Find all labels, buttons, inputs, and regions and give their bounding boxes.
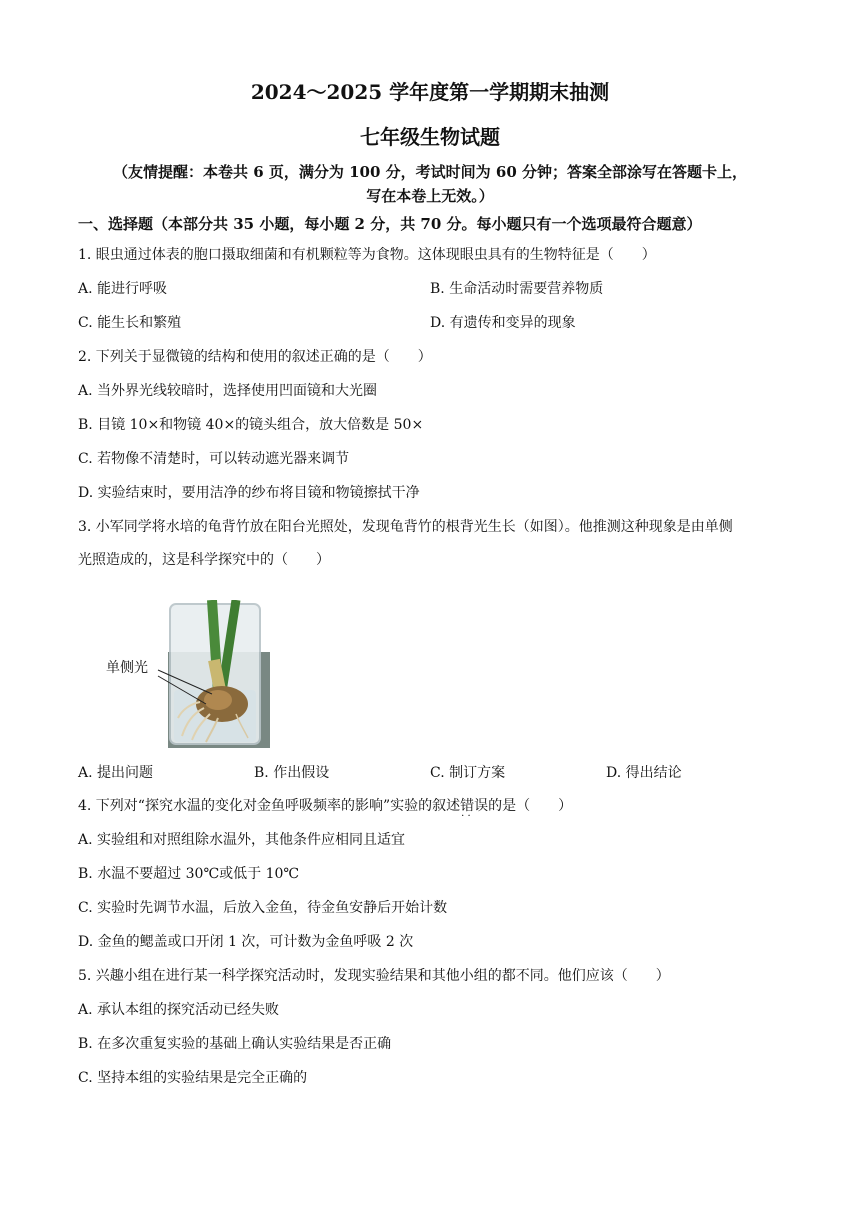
- q1-option-c: C. 能生长和繁殖: [78, 315, 182, 331]
- q4-stem-emphasis: 错误 · ·: [460, 798, 488, 814]
- q2-option-c: C. 若物像不清楚时，可以转动遮光器来调节: [78, 451, 350, 467]
- figure-label: 单侧光: [106, 660, 148, 676]
- plant-root-photo: [100, 600, 270, 748]
- q5-option-a: A. 承认本组的探究活动已经失败: [78, 1002, 280, 1018]
- q5-stem: 5. 兴趣小组在进行某一科学探究活动时，发现实验结果和其他小组的都不同。他们应该（ ）: [78, 968, 670, 984]
- q2-stem: 2. 下列关于显微镜的结构和使用的叙述正确的是（ ）: [78, 349, 432, 365]
- notice-line-1: （友情提醒：本卷共 6 页，满分为 100 分，考试时间为 60 分钟；答案全部涂写在答题卡上，: [113, 163, 747, 181]
- q4-option-a: A. 实验组和对照组除水温外，其他条件应相同且适宜: [78, 832, 406, 848]
- q2-option-d: D. 实验结束时，要用洁净的纱布将目镜和物镜擦拭干净: [78, 485, 420, 501]
- notice-line-2: 写在本卷上无效。）: [366, 187, 494, 205]
- q2-option-b: B. 目镜 10×和物镜 40×的镜头组合，放大倍数是 50×: [78, 417, 424, 433]
- q3-option-c: C. 制订方案: [430, 765, 506, 781]
- q4-stem-before: 4. 下列对“探究水温的变化对金鱼呼吸频率的影响”实验的叙述: [78, 798, 461, 814]
- q3-option-d: D. 得出结论: [606, 765, 682, 781]
- q4-stem-after: 的是（ ）: [488, 798, 573, 814]
- q1-option-b: B. 生命活动时需要营养物质: [430, 281, 604, 297]
- exam-subtitle: 七年级生物试题: [360, 125, 500, 149]
- q2-option-a: A. 当外界光线较暗时，选择使用凹面镜和大光圈: [78, 383, 378, 399]
- section-heading: 一、选择题（本部分共 35 小题，每小题 2 分，共 70 分。每小题只有一个选项最符合题意）: [78, 215, 702, 233]
- q5-option-b: B. 在多次重复实验的基础上确认实验结果是否正确: [78, 1036, 392, 1052]
- q3-stem-line-2: 光照造成的，这是科学探究中的（ ）: [78, 552, 330, 568]
- q1-option-d: D. 有遗传和变异的现象: [430, 315, 576, 331]
- q3-option-a: A. 提出问题: [78, 765, 154, 781]
- q1-option-a: A. 能进行呼吸: [78, 281, 168, 297]
- q4-option-b: B. 水温不要超过 30℃或低于 10℃: [78, 866, 300, 882]
- plant-in-glass-figure: [100, 600, 270, 748]
- q3-stem-line-1: 3. 小军同学将水培的龟背竹放在阳台光照处，发现龟背竹的根背光生长（如图）。他推测这种现象是由单侧: [78, 519, 733, 535]
- exam-title: 2024～2025 学年度第一学期期末抽测: [250, 80, 610, 104]
- q5-option-c: C. 坚持本组的实验结果是完全正确的: [78, 1070, 308, 1086]
- q1-stem: 1. 眼虫通过体表的胞口摄取细菌和有机颗粒等为食物。这体现眼虫具有的生物特征是（ ）: [78, 247, 656, 263]
- q3-option-b: B. 作出假设: [254, 765, 330, 781]
- exam-notice: [70, 160, 790, 208]
- q4-stem: [78, 795, 572, 815]
- q4-option-d: D. 金鱼的鳃盖或口开闭 1 次，可计数为金鱼呼吸 2 次: [78, 934, 414, 950]
- q4-option-c: C. 实验时先调节水温，后放入金鱼，待金鱼安静后开始计数: [78, 900, 448, 916]
